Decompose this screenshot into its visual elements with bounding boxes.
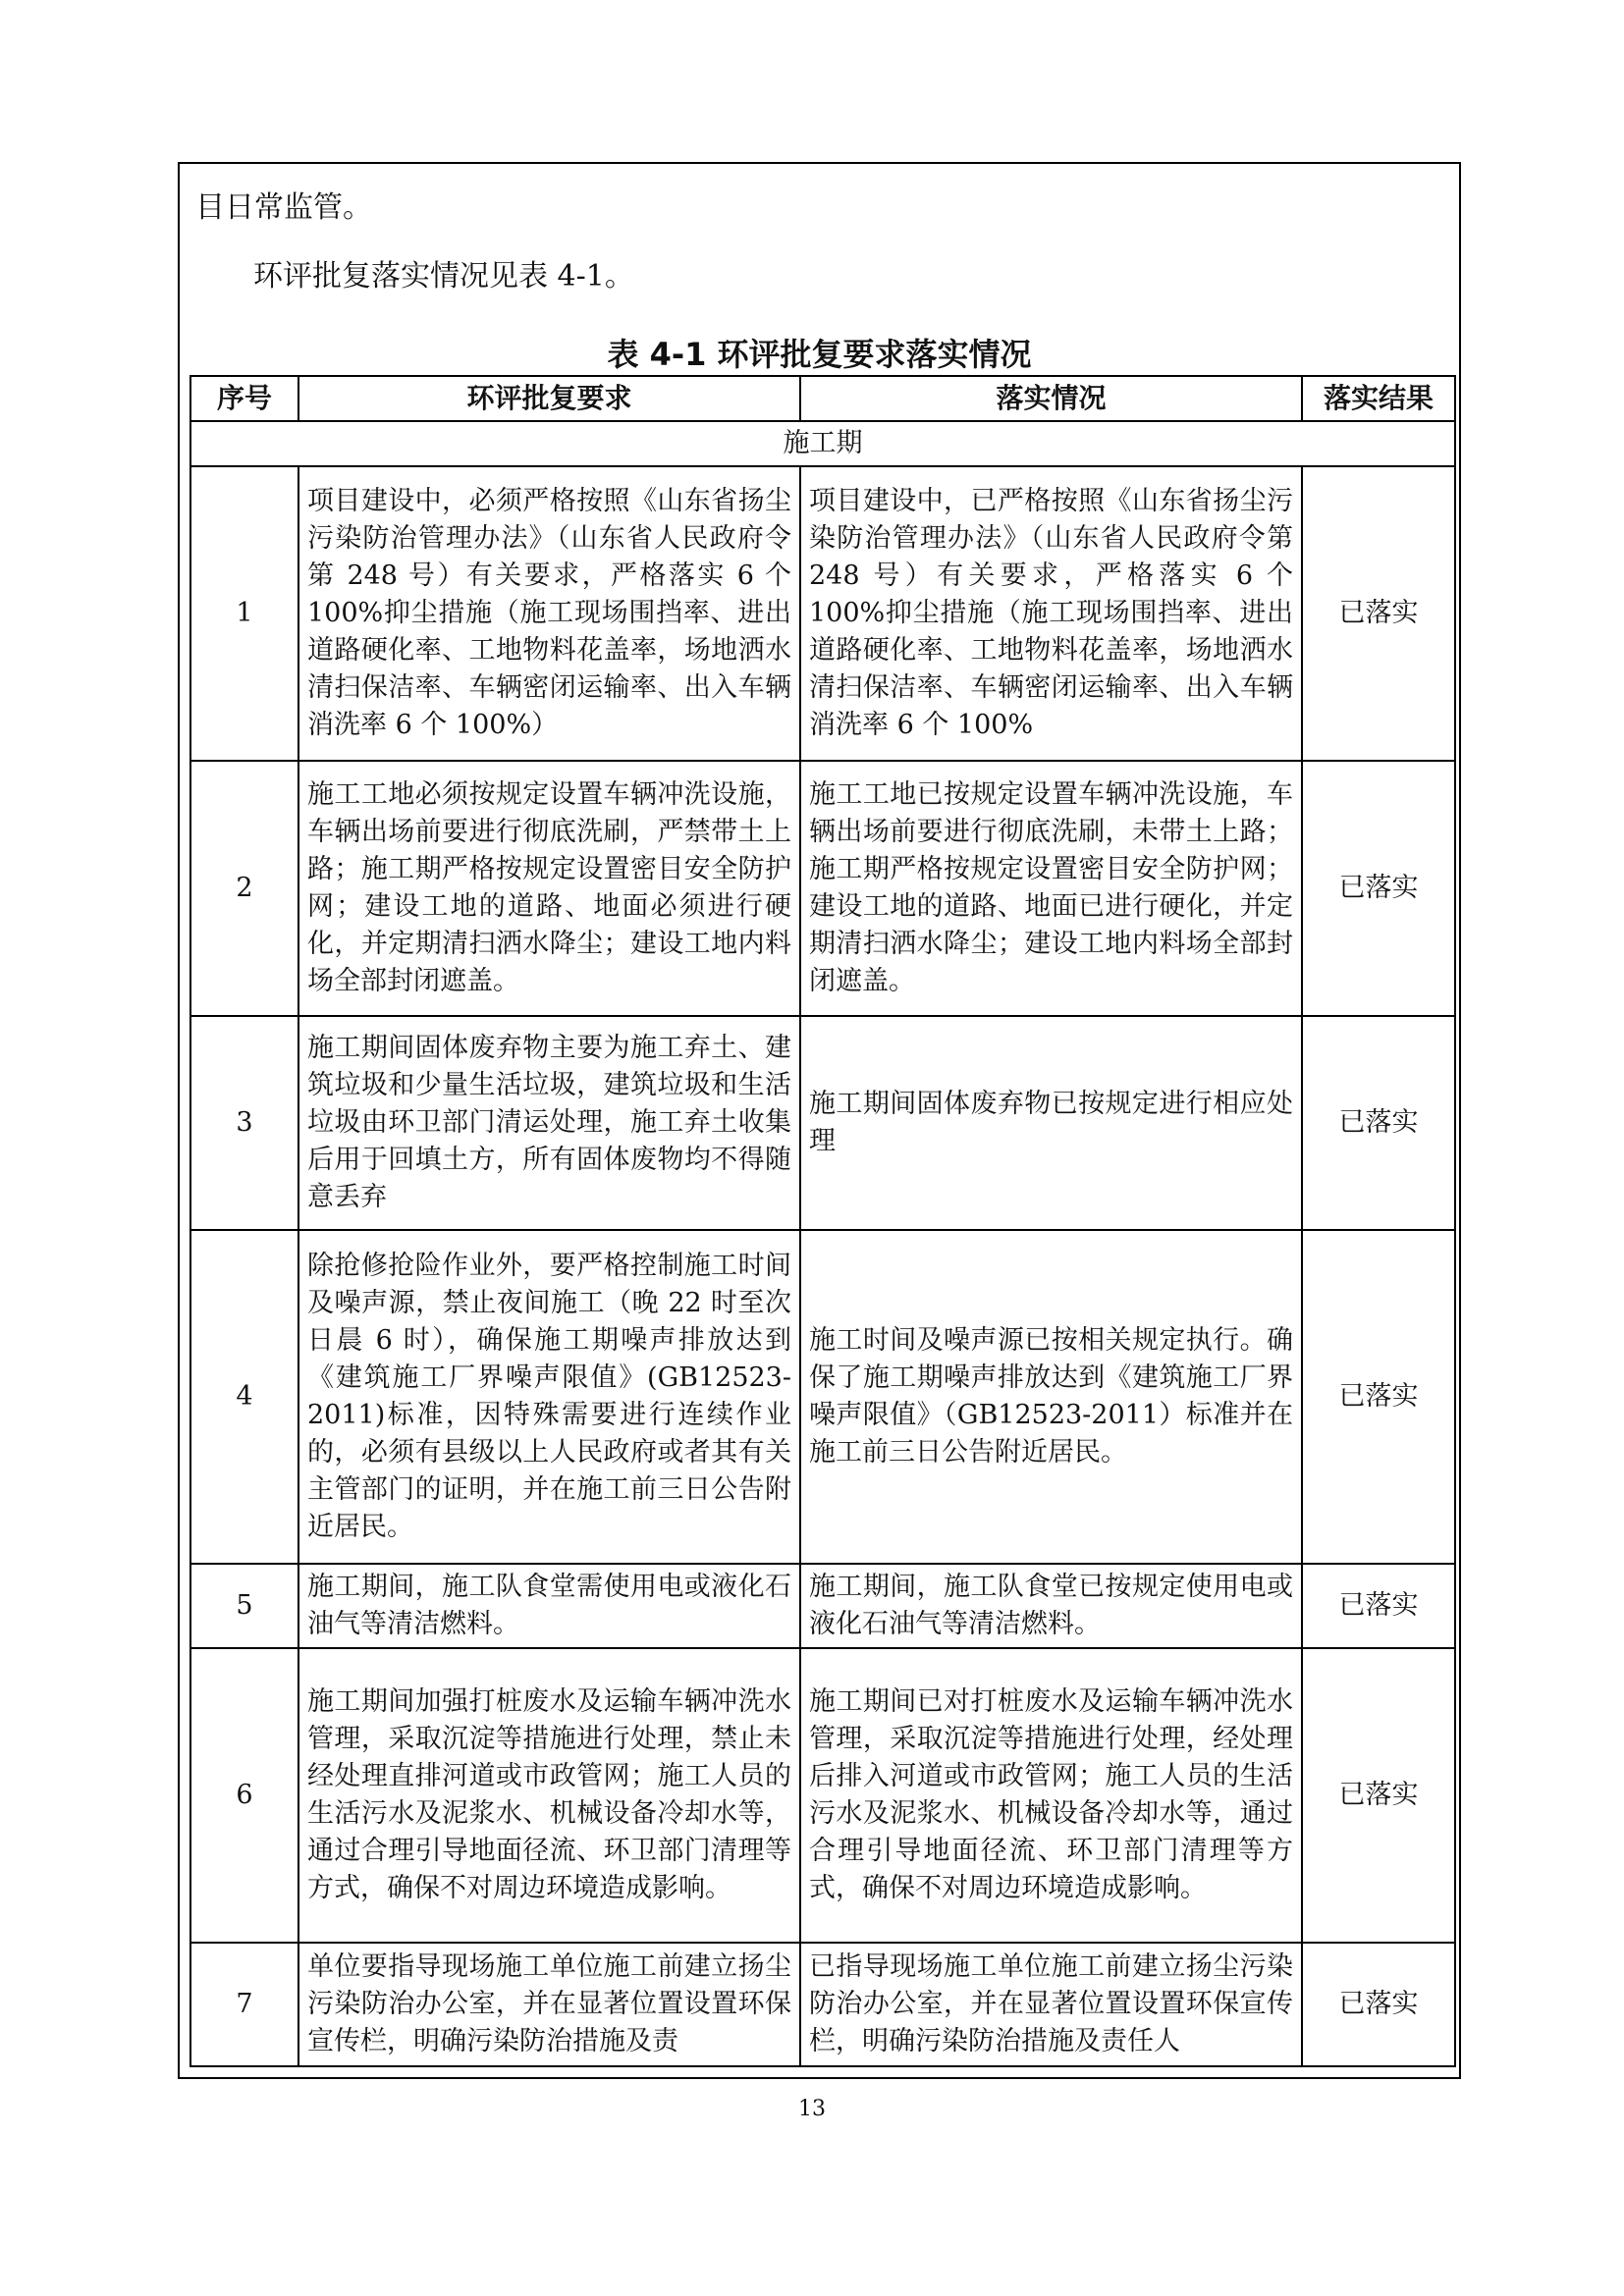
header-status: 落实情况 [800, 376, 1302, 421]
table-row [190, 466, 1455, 761]
row-requirement: 施工期间，施工队食堂需使用电或液化石油气等清洁燃料。 [298, 1564, 800, 1648]
row-result: 已落实 [1302, 1230, 1455, 1564]
approval-table [189, 375, 1456, 2067]
section-row [190, 421, 1455, 466]
row-number: 3 [190, 1016, 298, 1230]
table-row [190, 1230, 1455, 1564]
row-requirement: 施工期间固体废弃物主要为施工弃土、建筑垃圾和少量生活垃圾，建筑垃圾和生活垃圾由环卫部门清运处理，施工弃土收集后用于回填土方，所有固体废物均不得随意丢弃 [298, 1016, 800, 1230]
table-row [190, 761, 1455, 1016]
table-row [190, 1564, 1455, 1648]
row-number: 6 [190, 1648, 298, 1943]
header-result: 落实结果 [1302, 376, 1455, 421]
table-header-row [190, 376, 1455, 421]
row-requirement: 单位要指导现场施工单位施工前建立扬尘污染防治办公室，并在显著位置设置环保宣传栏，明确污染防治措施及责 [298, 1943, 800, 2066]
row-status: 项目建设中，已严格按照《山东省扬尘污染防治管理办法》（山东省人民政府令第 248 号）有关要求，严格落实 6 个 100%抑尘措施（施工现场围挡率、进出道路硬化率、工地物料花盖率，场地洒水清扫保洁率、车辆密闭运输率、出入车辆消洗率 6 个 100% [800, 466, 1302, 761]
row-requirement: 施工期间加强打桩废水及运输车辆冲洗水管理，采取沉淀等措施进行处理，禁止未经处理直排河道或市政管网；施工人员的生活污水及泥浆水、机械设备冷却水等，通过合理引导地面径流、环卫部门清理等方式，确保不对周边环境造成影响。 [298, 1648, 800, 1943]
row-result: 已落实 [1302, 1943, 1455, 2066]
row-status: 施工期间固体废弃物已按规定进行相应处理 [800, 1016, 1302, 1230]
table-row [190, 1648, 1455, 1943]
table-row [190, 1943, 1455, 2066]
intro-line-2: 环评批复落实情况见表 4-1。 [253, 259, 634, 294]
row-result: 已落实 [1302, 1016, 1455, 1230]
row-number: 2 [190, 761, 298, 1016]
row-result: 已落实 [1302, 466, 1455, 761]
row-status: 已指导现场施工单位施工前建立扬尘污染防治办公室，并在显著位置设置环保宣传栏，明确污染防治措施及责任人 [800, 1943, 1302, 2066]
header-requirement: 环评批复要求 [298, 376, 800, 421]
row-number: 1 [190, 466, 298, 761]
table-caption: 表 4-1 环评批复要求落实情况 [607, 336, 1032, 373]
row-number: 5 [190, 1564, 298, 1648]
row-number: 4 [190, 1230, 298, 1564]
row-status: 施工时间及噪声源已按相关规定执行。确保了施工期噪声排放达到《建筑施工厂界噪声限值》（GB12523-2011）标准并在施工前三日公告附近居民。 [800, 1230, 1302, 1564]
row-status: 施工期间，施工队食堂已按规定使用电或液化石油气等清洁燃料。 [800, 1564, 1302, 1648]
row-requirement: 除抢修抢险作业外，要严格控制施工时间及噪声源，禁止夜间施工（晚 22 时至次日晨 6 时），确保施工期噪声排放达到《建筑施工厂界噪声限值》(GB12523-2011)标准，因特殊需要进行连续作业的，必须有县级以上人民政府或者其有关主管部门的证明，并在施工前三日公告附近居民。 [298, 1230, 800, 1564]
row-number: 7 [190, 1943, 298, 2066]
page-number: 13 [798, 2097, 826, 2121]
intro-line-1: 目日常监管。 [195, 190, 372, 225]
section-label: 施工期 [190, 421, 1455, 466]
row-status: 施工期间已对打桩废水及运输车辆冲洗水管理，采取沉淀等措施进行处理，经处理后排入河道或市政管网；施工人员的生活污水及泥浆水、机械设备冷却水等，通过合理引导地面径流、环卫部门清理等方式，确保不对周边环境造成影响。 [800, 1648, 1302, 1943]
row-result: 已落实 [1302, 761, 1455, 1016]
header-num: 序号 [190, 376, 298, 421]
row-result: 已落实 [1302, 1564, 1455, 1648]
row-requirement: 项目建设中，必须严格按照《山东省扬尘污染防治管理办法》（山东省人民政府令第 248 号）有关要求，严格落实 6 个 100%抑尘措施（施工现场围挡率、进出道路硬化率、工地物料花盖率，场地洒水清扫保洁率、车辆密闭运输率、出入车辆消洗率 6 个 100%） [298, 466, 800, 761]
row-requirement: 施工工地必须按规定设置车辆冲洗设施，车辆出场前要进行彻底洗刷，严禁带土上路；施工期严格按规定设置密目安全防护网；建设工地的道路、地面必须进行硬化，并定期清扫洒水降尘；建设工地内料场全部封闭遮盖。 [298, 761, 800, 1016]
row-result: 已落实 [1302, 1648, 1455, 1943]
row-status: 施工工地已按规定设置车辆冲洗设施，车辆出场前要进行彻底洗刷，未带土上路；施工期严格按规定设置密目安全防护网；建设工地的道路、地面已进行硬化，并定期清扫洒水降尘；建设工地内料场全部封闭遮盖。 [800, 761, 1302, 1016]
table-row [190, 1016, 1455, 1230]
